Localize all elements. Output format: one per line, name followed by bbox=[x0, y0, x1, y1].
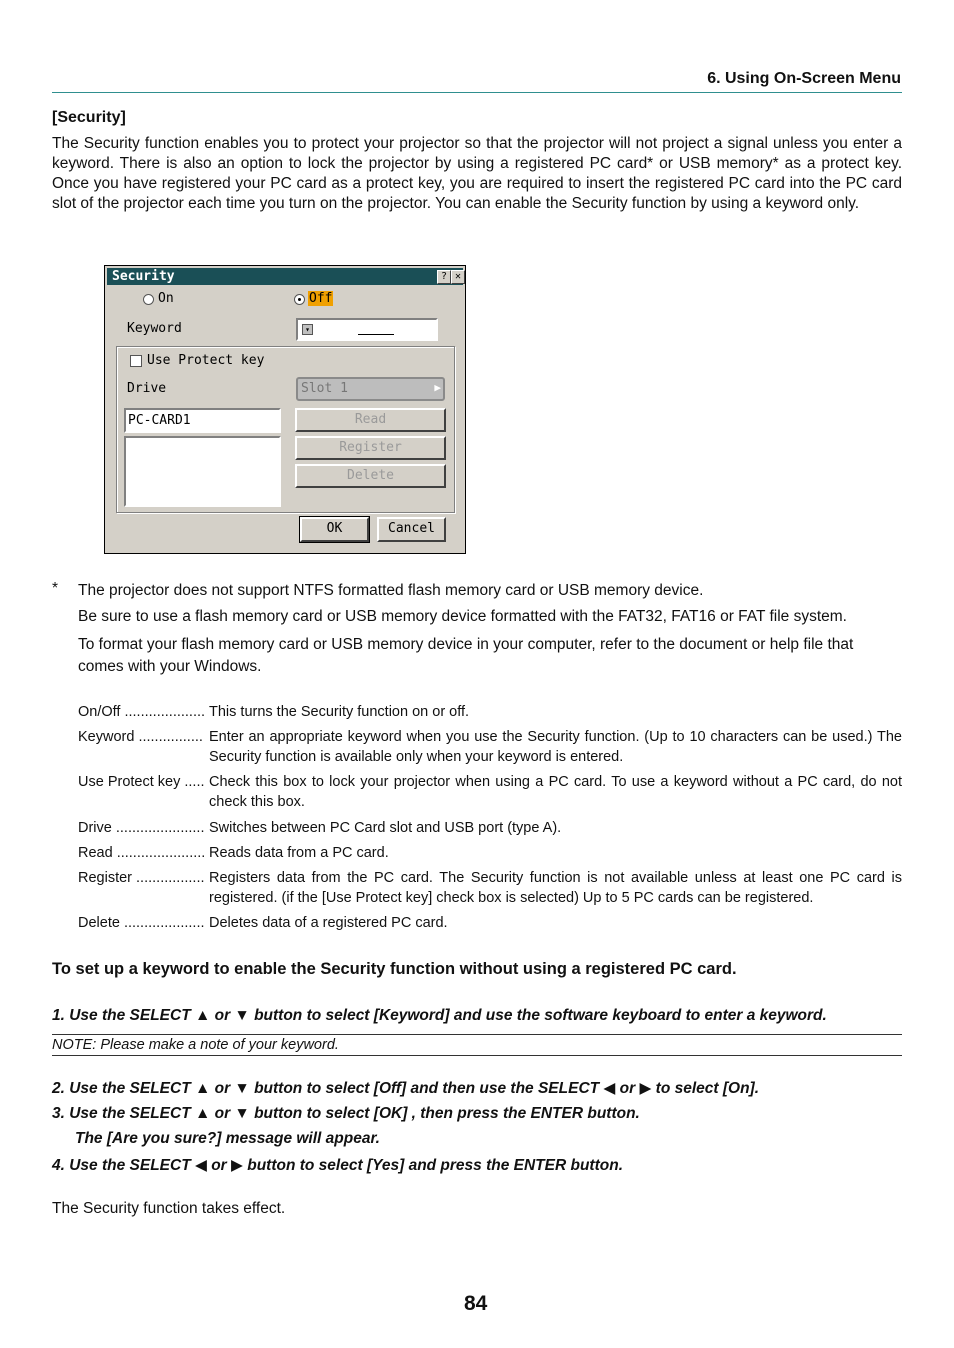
section-title: [Security] bbox=[52, 109, 126, 126]
read-button[interactable]: Read bbox=[295, 408, 446, 432]
page-number: 84 bbox=[464, 1292, 488, 1315]
footnote-marker: * bbox=[52, 580, 59, 597]
note: NOTE: Please make a note of your keyword. bbox=[52, 1034, 902, 1056]
definition-desc: Check this box to lock your projector when using a PC card. To use a keyword without a PC card, do not check this box. bbox=[209, 774, 902, 810]
off-radio[interactable] bbox=[294, 294, 305, 305]
definition-desc: This turns the Security function on or off. bbox=[209, 704, 470, 720]
definition-term: Delete .................... bbox=[78, 915, 205, 931]
help-icon[interactable]: ? bbox=[437, 270, 451, 284]
definition-desc: Switches between PC Card slot and USB port (type A). bbox=[209, 820, 562, 836]
on-label: On bbox=[158, 291, 174, 306]
delete-button[interactable]: Delete bbox=[295, 464, 446, 488]
cancel-button[interactable]: Cancel bbox=[377, 517, 446, 542]
off-label: Off bbox=[309, 291, 333, 306]
card-list[interactable] bbox=[124, 436, 281, 507]
security-dialog bbox=[104, 265, 466, 554]
footnote-3: To format your flash memory card or USB memory device in your computer, refer to the document or help file that comes with your Windows. bbox=[78, 636, 854, 675]
footnote-2: Be sure to use a flash memory card or USB memory device formatted with the FAT32, FAT16 or FAT file system. bbox=[78, 608, 847, 625]
definition-term: Read ...................... bbox=[78, 845, 206, 861]
drive-value: Slot 1 bbox=[301, 381, 348, 396]
definition-term: Use Protect key ..... bbox=[78, 774, 205, 790]
definition-desc: Registers data from the PC card. The Security function is not available unless at least one PC card is registered. (if the [Use Protect key] check box is selected) Up to 5 PC cards can be registered. bbox=[209, 870, 902, 906]
chevron-right-icon: ▶ bbox=[434, 381, 441, 394]
definition-desc: Reads data from a PC card. bbox=[209, 845, 389, 861]
keyword-label: Keyword bbox=[127, 321, 182, 336]
definition-desc: Deletes data of a registered PC card. bbox=[209, 915, 448, 931]
close-icon[interactable]: ✕ bbox=[451, 270, 465, 284]
use-protect-key-label: Use Protect key bbox=[147, 353, 265, 368]
ok-button[interactable]: OK bbox=[300, 517, 369, 542]
step-2: 2. Use the SELECT ▲ or ▼ button to select [Off] and then use the SELECT ◀ or ▶ to select [On]. bbox=[52, 1080, 760, 1097]
keyword-cursor bbox=[358, 334, 394, 335]
procedure-heading: To set up a keyword to enable the Security function without using a registered PC card. bbox=[52, 960, 737, 978]
definition-term: On/Off .................... bbox=[78, 704, 206, 720]
running-header: 6. Using On-Screen Menu bbox=[707, 70, 901, 87]
keyboard-icon[interactable]: ▾ bbox=[302, 324, 313, 335]
step-1: 1. Use the SELECT ▲ or ▼ button to select [Keyword] and use the software keyboard to enter a keyword. bbox=[52, 1007, 827, 1024]
step-4: 4. Use the SELECT ◀ or ▶ button to select [Yes] and press the ENTER button. bbox=[52, 1157, 623, 1174]
register-button[interactable]: Register bbox=[295, 436, 446, 460]
step-3: 3. Use the SELECT ▲ or ▼ button to select [OK] , then press the ENTER button. bbox=[52, 1105, 640, 1122]
drive-select[interactable] bbox=[296, 377, 445, 401]
dialog-titlebar bbox=[107, 268, 463, 285]
card-name-field[interactable] bbox=[124, 408, 281, 433]
header-rule bbox=[52, 92, 902, 93]
intro-paragraph: The Security function enables you to protect your projector so that the projector will not project a signal unless you enter a keyword. There is also an option to lock the projector by using a registered PC card* or USB memory* as a protect key. Once you have registered your PC card as a protect key, you are required to insert the registered PC card into the PC card slot of the projector each time you turn on the projector. You can enable the Security function by using a keyword only. bbox=[52, 135, 902, 212]
keyword-input[interactable] bbox=[296, 318, 438, 341]
definition-term: Register ................. bbox=[78, 870, 205, 886]
card-name: PC-CARD1 bbox=[128, 413, 191, 428]
dialog-title: Security bbox=[112, 269, 175, 284]
definition-term: Keyword ................ bbox=[78, 729, 203, 745]
step-3-message: The [Are you sure?] message will appear. bbox=[75, 1130, 380, 1147]
definition-desc: Enter an appropriate keyword when you use the Security function. (Up to 10 characters can be used.) The Security function is available only when your keyword is entered. bbox=[209, 729, 902, 765]
use-protect-key-checkbox[interactable] bbox=[130, 355, 142, 367]
definition-term: Drive ...................... bbox=[78, 820, 205, 836]
result-text: The Security function takes effect. bbox=[52, 1200, 286, 1217]
on-radio[interactable] bbox=[143, 294, 154, 305]
drive-label: Drive bbox=[127, 381, 167, 396]
footnote-1: The projector does not support NTFS formatted flash memory card or USB memory device. bbox=[78, 582, 704, 599]
